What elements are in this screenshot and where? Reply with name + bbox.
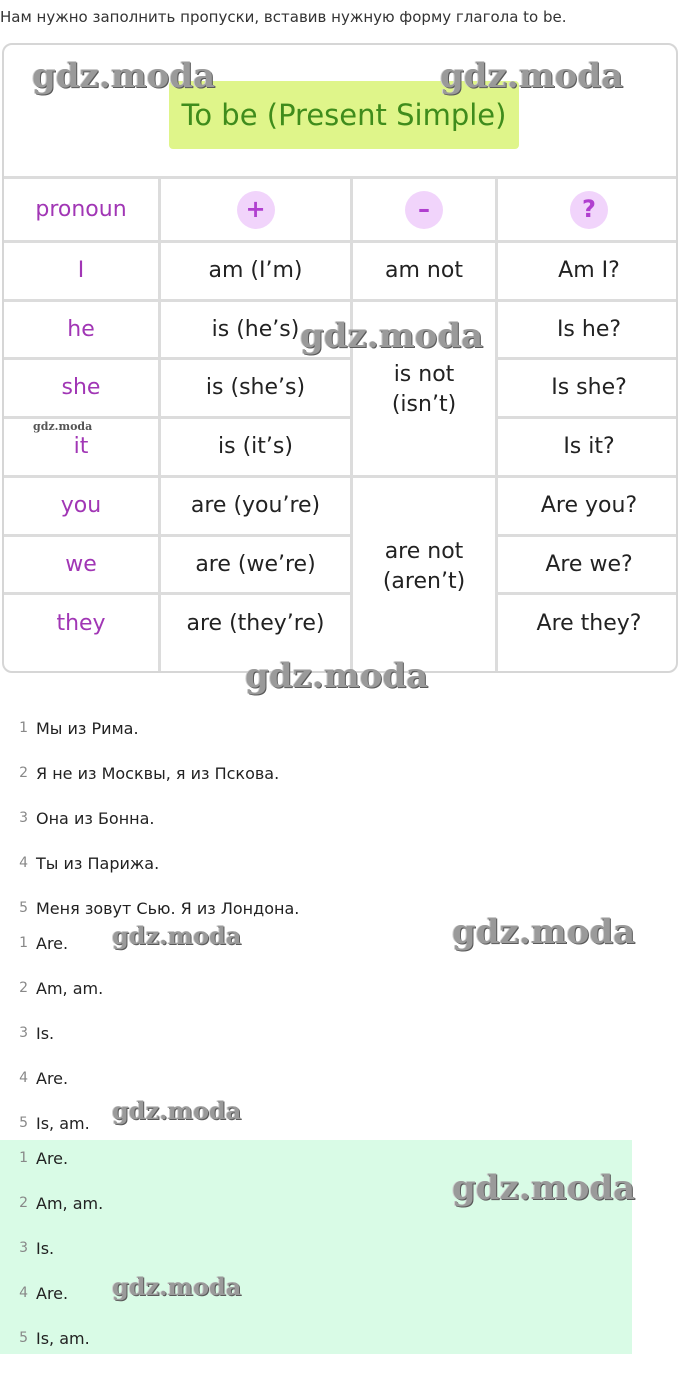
list-item bbox=[0, 976, 103, 1000]
negative-plural-line1: are not bbox=[384, 539, 464, 565]
watermark: gdz.moda bbox=[32, 56, 216, 96]
pronoun-cell: she bbox=[61, 375, 101, 401]
watermark: gdz.moda bbox=[440, 56, 624, 96]
item-number: 4 bbox=[19, 855, 28, 871]
negative-plural-line2: (aren’t) bbox=[382, 569, 466, 594]
pronoun-cell: it bbox=[73, 434, 89, 460]
question-cell: Are you? bbox=[540, 493, 638, 519]
question-cell: Is he? bbox=[556, 316, 622, 342]
list-item bbox=[0, 1066, 68, 1090]
list-item bbox=[0, 1326, 90, 1350]
affirmative-cell: are (they’re) bbox=[186, 611, 325, 637]
pronoun-cell: I bbox=[77, 258, 85, 284]
to-be-table bbox=[2, 43, 678, 673]
item-number: 3 bbox=[19, 1025, 28, 1041]
pronoun-cell: we bbox=[65, 551, 97, 577]
pronoun-cell: they bbox=[56, 611, 106, 637]
list-item bbox=[0, 716, 139, 740]
item-number: 2 bbox=[19, 980, 28, 996]
item-number: 3 bbox=[19, 1240, 28, 1256]
item-number: 5 bbox=[19, 1330, 28, 1346]
table-title: To be (Present Simple) bbox=[169, 81, 519, 149]
watermark: gdz.moda bbox=[452, 912, 636, 952]
header-pronoun: pronoun bbox=[35, 196, 127, 222]
item-text: Are. bbox=[36, 1068, 69, 1088]
affirmative-cell: are (we’re) bbox=[195, 551, 316, 577]
question-cell: Are they? bbox=[536, 611, 642, 637]
item-number: 4 bbox=[19, 1285, 28, 1301]
negative-cell: am not bbox=[385, 258, 463, 284]
item-text: Она из Бонна. bbox=[36, 808, 155, 828]
list-item bbox=[0, 1281, 68, 1305]
list-item bbox=[0, 1111, 90, 1135]
question-cell: Is she? bbox=[551, 375, 627, 401]
item-number: 3 bbox=[19, 810, 28, 826]
watermark: gdz.moda bbox=[452, 1168, 636, 1208]
affirmative-cell: is (he’s) bbox=[211, 316, 300, 342]
affirmative-cell: is (it’s) bbox=[218, 434, 293, 460]
watermark: gdz.moda bbox=[33, 420, 93, 433]
affirmative-cell: is (she’s) bbox=[205, 375, 306, 401]
affirmative-cell: are (you’re) bbox=[190, 493, 321, 519]
list-item bbox=[0, 1021, 54, 1045]
negative-cell-plural bbox=[353, 520, 495, 614]
negative-singular-line2: (isn’t) bbox=[391, 392, 457, 417]
question-icon: ? bbox=[570, 191, 608, 229]
plus-icon: + bbox=[237, 191, 275, 229]
header-negative bbox=[353, 179, 495, 240]
list-item bbox=[0, 896, 299, 920]
list-item bbox=[0, 1236, 54, 1260]
item-number: 5 bbox=[19, 900, 28, 916]
watermark: gdz.moda bbox=[112, 921, 242, 950]
pronoun-cell: he bbox=[67, 316, 95, 342]
item-number: 1 bbox=[19, 935, 28, 951]
item-text: Are. bbox=[36, 1283, 69, 1303]
affirmative-cell: am (I’m) bbox=[208, 258, 303, 284]
item-number: 4 bbox=[19, 1070, 28, 1086]
item-text: Am, am. bbox=[36, 978, 104, 998]
minus-icon: – bbox=[405, 191, 443, 229]
item-number: 2 bbox=[19, 765, 28, 781]
item-text: Мы из Рима. bbox=[36, 718, 139, 738]
item-number: 2 bbox=[19, 1195, 28, 1211]
question-cell: Are we? bbox=[545, 551, 633, 577]
negative-singular-line1: is not bbox=[393, 362, 455, 388]
negative-cell-singular bbox=[353, 345, 495, 435]
watermark: gdz.moda bbox=[245, 656, 429, 696]
item-text: Ты из Парижа. bbox=[36, 853, 160, 873]
item-number: 1 bbox=[19, 720, 28, 736]
item-text: Are. bbox=[36, 1148, 69, 1168]
list-item bbox=[0, 851, 159, 875]
list-item bbox=[0, 931, 68, 955]
item-text: Я не из Москвы, я из Пскова. bbox=[36, 763, 280, 783]
header-affirmative bbox=[161, 179, 350, 240]
item-number: 1 bbox=[19, 1150, 28, 1166]
list-item bbox=[0, 1146, 68, 1170]
task-instruction: Нам нужно заполнить пропуски, вставив нужную форму глагола to be. bbox=[0, 8, 567, 26]
item-text: Is, am. bbox=[36, 1328, 90, 1348]
list-item bbox=[0, 806, 155, 830]
list-item bbox=[0, 1191, 103, 1215]
item-text: Is. bbox=[36, 1023, 55, 1043]
watermark: gdz.moda bbox=[300, 316, 484, 356]
pronoun-cell: you bbox=[60, 493, 102, 519]
item-text: Is, am. bbox=[36, 1113, 90, 1133]
watermark: gdz.moda bbox=[112, 1096, 242, 1125]
item-text: Is. bbox=[36, 1238, 55, 1258]
item-text: Меня зовут Сью. Я из Лондона. bbox=[36, 898, 300, 918]
item-number: 5 bbox=[19, 1115, 28, 1131]
list-item bbox=[0, 761, 279, 785]
item-text: Am, am. bbox=[36, 1193, 104, 1213]
question-cell: Is it? bbox=[563, 434, 615, 460]
question-cell: Am I? bbox=[558, 258, 620, 284]
item-text: Are. bbox=[36, 933, 69, 953]
watermark: gdz.moda bbox=[112, 1272, 242, 1301]
header-question bbox=[498, 179, 678, 240]
